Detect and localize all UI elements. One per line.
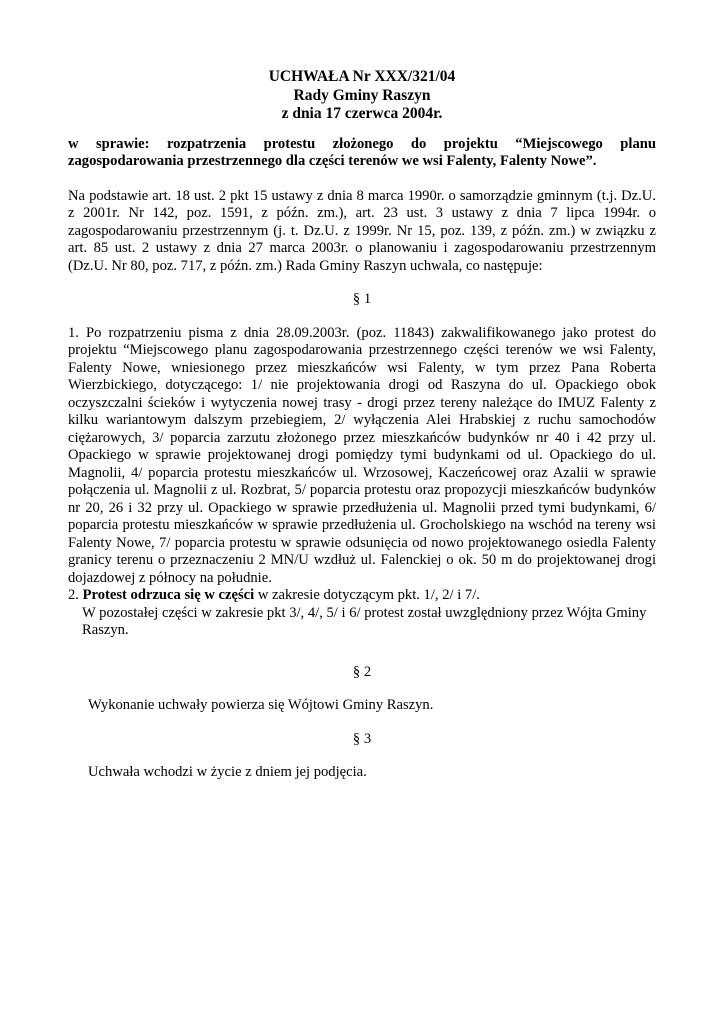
section-2-mark: § 2 [352, 663, 372, 680]
section-1-mark: § 1 [352, 291, 372, 307]
section-3-text: Uchwała wchodzi w życie z dniem jej podjęcia. [88, 764, 367, 780]
title-line-council: Rady Gminy Raszyn [293, 86, 431, 104]
document-subject: w sprawie: rozpatrzenia protestu złożonego do projektu “Miejscowego planu zagospodarowania przestrzennego dla części terenów we wsi Falenty, Falenty Nowe”. [68, 135, 656, 169]
title-line-resolution-number: UCHWAŁA Nr XXX/321/04 [268, 68, 456, 85]
section-1-item-2 [68, 587, 656, 605]
item-2-number: 2. [68, 587, 79, 603]
document-page [68, 68, 656, 782]
section-2-text: Wykonanie uchwały powierza się Wójtowi Gminy Raszyn. [88, 697, 434, 713]
section-1-item-2-continuation: W pozostałej części w zakresie pkt 3/, 4/, 5/ i 6/ protest został uwzględniony przez Wójta Gminy Raszyn. [82, 604, 647, 638]
item-2-bold-text: Protest odrzuca się w części [82, 587, 255, 603]
section-1-item-1: 1. Po rozpatrzeniu pisma z dnia 28.09.2003r. (poz. 11843) zakwalifikowanego jako protest do projektu “Miejscowego planu zagospodarowania przestrzennego części terenów we wsi Falenty, Falenty Nowe, wniesionego przez mieszkańców wsi Falenty, w tym przez Pana Roberta Wierzbickiego, dotyczącego: 1/ nie projektowania drogi od Raszyna do ul. Opackiego obok oczyszczalni ścieków i wytyczenia nowej trasy - drogi przez tereny należące do IMUZ Falenty z kilku wariantowym dalszym przebiegiem, 2/ wyłączenia Alei Hrabskiej z ruchu samochodów ciężarowych, 3/ poparcia zarzutu złożonego przez mieszkańców budynków nr 40 i 42 przy ul. Opackiego w sprawie projektowanej drogi pomiędzy tymi budynkami od ul. Opackiego do ul. Magnolii, 4/ poparcia protestu mieszkańców ul. Wrzosowej, Kaczeńcowej oraz Azalii w sprawie połączenia ul. Magnolii z ul. Rozbrat, 5/ poparcia protestu oraz propozycji mieszkańców budynków nr 20, 26 i 32 przy ul. Opackiego w sprawie przedłużenia ul. Magnolii przed tymi budynkami, 6/ poparcia protestu mieszkańców w sprawie przedłużenia ul. Grocholskiego na wschód na tereny wsi Falenty Nowe, 7/ poparcia protestu w sprawie odsunięcia od nowo projektowanego osiedla Falenty granicy terenu o przeznaczeniu 2 MN/U wzdłuż ul. Falenckiej o ok. 50 m do projektowanej drogi dojazdowej z północy na południe. [68, 324, 656, 586]
section-3-mark: § 3 [352, 730, 372, 747]
legal-basis-paragraph: Na podstawie art. 18 ust. 2 pkt 15 ustawy z dnia 8 marca 1990r. o samorządzie gminnym (t.j. Dz.U. z 2001r. Nr 142, poz. 1591, z późn. zm.), art. 23 ust. 3 ustawy z dnia 7 lipca 1994r. o zagospodarowaniu przestrzennym (j. t. Dz.U. z 1999r. Nr 15, poz. 139, z późn. zm.) w związku z art. 85 ust. 2 ustawy z dnia 27 marca 2003r. o planowaniu i zagospodarowaniu przestrzennym (Dz.U. Nr 80, poz. 717, z późn. zm.) Rada Gminy Raszyn uchwala, co następuje: [68, 187, 656, 274]
item-2-rest-text: w zakresie dotyczącym pkt. 1/, 2/ i 7/. [257, 587, 480, 603]
document-title [68, 68, 656, 124]
title-line-date: z dnia 17 czerwca 2004r. [281, 105, 443, 122]
